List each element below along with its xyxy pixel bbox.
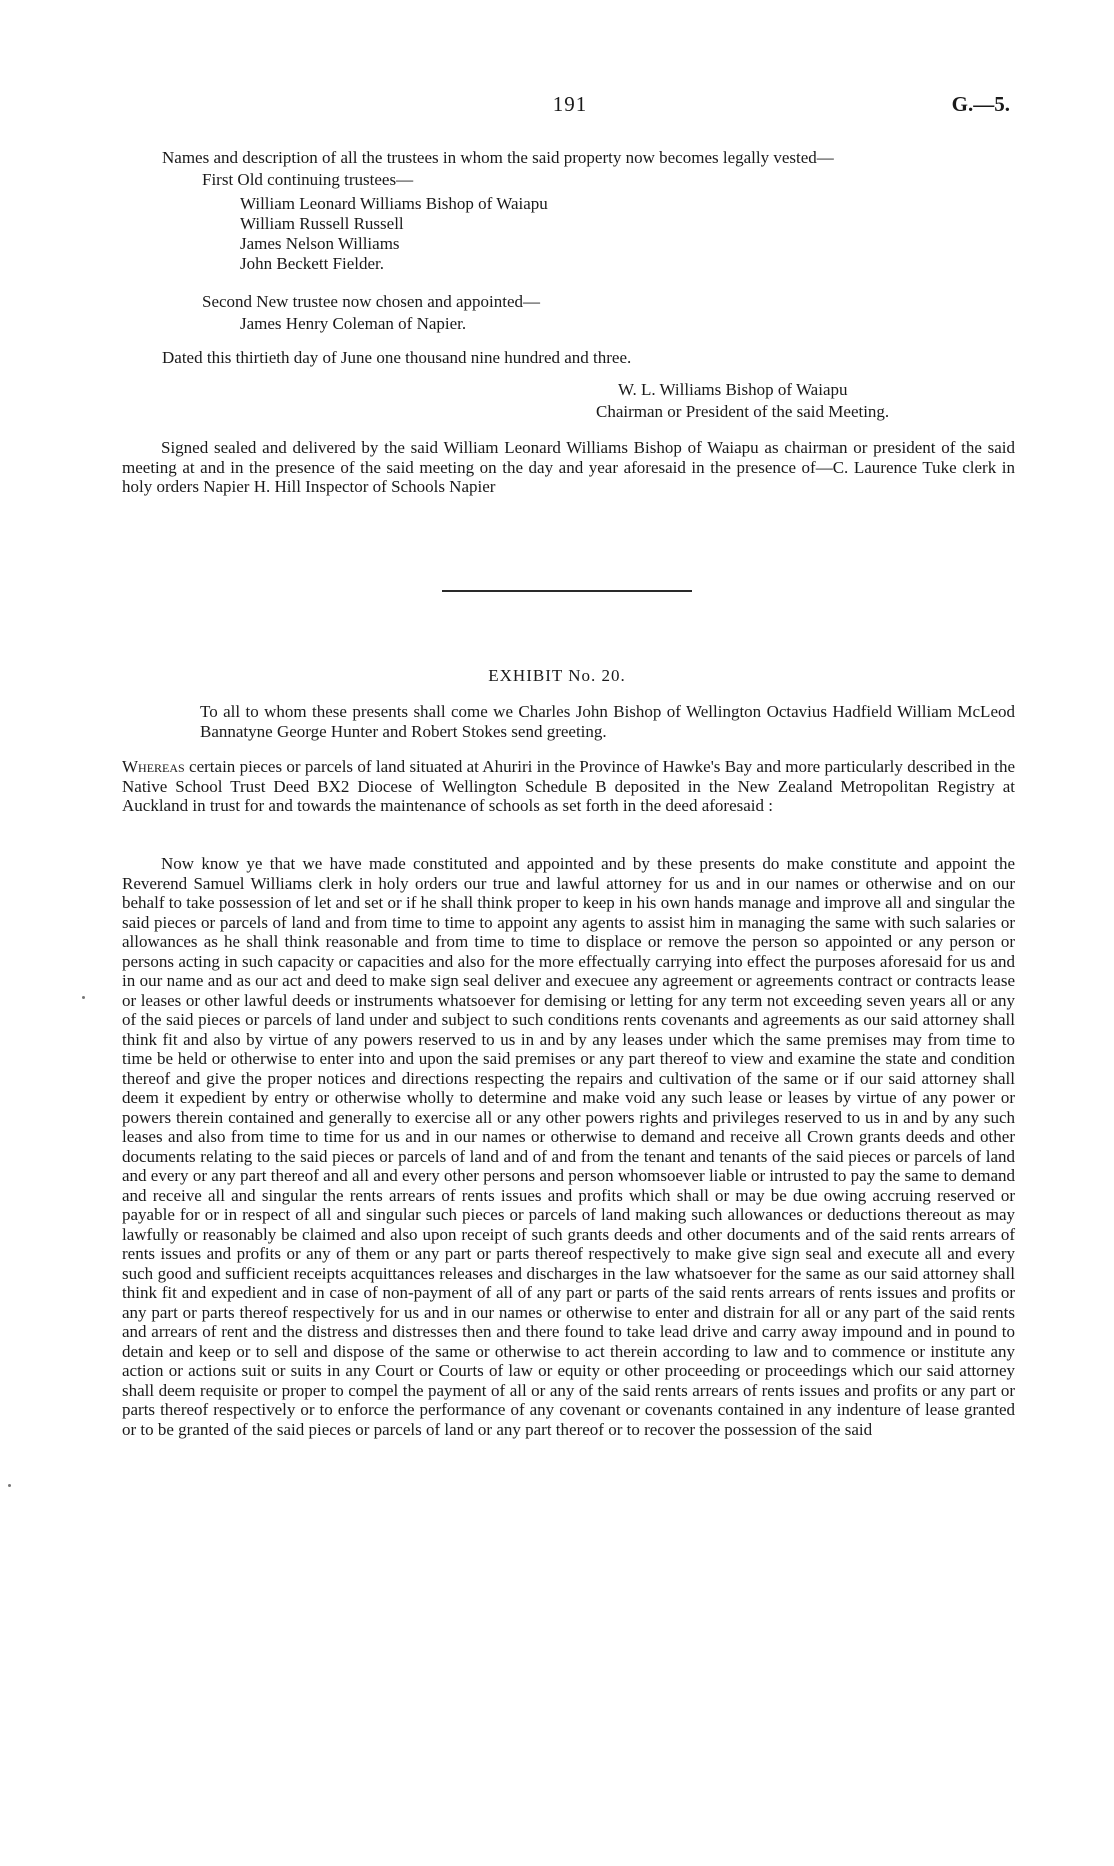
exhibit-title: EXHIBIT No. 20. [488, 666, 626, 685]
scan-speck [82, 996, 85, 999]
body-text: Now know ye that we have made constituted and appointed and by these presents do make constitute and appoint the Reverend Samuel Williams clerk in holy orders our true and lawful attorney for us and in our names or otherwise and on our behalf to take possession of let and set or if he shall think proper to keep in his own hands manage and improve all and singular the said pieces or parcels of land and from time to time to appoint any agents to assist him in managing the same with such salaries or allowances as he shall think reasonable and from time to time to displace or remove the person so appointed or any person or persons acting in such capacity or capacities and also for the more effectually carrying into effect the purposes aforesaid for us and in our name and as our act and deed to make sign seal deliver and execuee any agreement or agreements contract or contracts lease or leases or other lawful deeds or instruments whatsoever for demising or letting for any term not exceeding seven years all or any of the said pieces or parcels of land under and subject to such conditions rents covenants and agreements as our said attorney shall think fit and also by virtue of any powers reserved to us in and by any leases under which the same premises may from time to time be held or otherwise to enter into and upon the said premises or any part thereof to view and examine the state and condition thereof and give the proper notices and directions respecting the repairs and cultivation of the same or if our said attorney shall deem it expedient by entry or otherwise wholly to determine and make void any such lease or leases by virtue of any power or powers therein contained and generally to exercise all or any other powers rights and privileges reserved to us in and by any such leases and also from time to time for us and in our names or otherwise to demand and receive all Crown grants deeds and other documents relating to the said pieces or parcels of land and of and from the tenant and tenants of the said pieces or parcels of land and every or any part thereof and all and every other persons and person whomsoever liable or intrusted to pay the same to demand and receive all and singular the rents arrears of rents issues and profits which shall or may be due owing accruing reserved or payable for or in respect of all and singular such pieces or parcels of land making such allowances or deductions thereout as may lawfully or reasonably be claimed and also upon receipt of such grants deeds and other documents and of the said rents arrears of rents issues and profits or any of them or any part or parts thereof respectively to make give sign seal and execute all and every such good and sufficient receipts acquittances releases and discharges in the law whatsoever for the same as our said attorney shall think fit and expedient and in case of non-payment of all of any part or parts of the said rents arrears of rents issues and profits or any part or parts thereof respectively for us and in our names or otherwise to enter and distrain for all or any part of the said rents and arrears of rent and the distress and distresses then and there found to take lead drive and carry away impound and in pound to detain and keep or to sell and dispose of the same or otherwise to act therein according to law and to commence or institute any action or actions suit or suits in any Court or Courts of law or equity or other proceeding or proceedings which our said attorney shall deem requisite or proper to compel the payment of all or any of the said rents arrears of rents issues and profits or any part or parts thereof respectively or to enforce the performance of any covenant or covenants contained in any indenture of lease granted or to be granted of the said pieces or parcels of land or any part thereof or to recover the possession of the said [122, 854, 1015, 1439]
second-trustees-list [240, 314, 466, 334]
signature-name: W. L. Williams Bishop of Waiapu [618, 380, 848, 399]
trustee-name: James Henry Coleman of Napier. [240, 314, 467, 333]
second-trustees-label: Second New trustee now chosen and appointed— [202, 292, 541, 311]
signature-line [618, 380, 847, 400]
trustees-intro: Names and description of all the trustees in whom the said property now becomes legally vested— [162, 148, 834, 167]
first-trustees-list [240, 194, 548, 274]
trustee-name: James Nelson Williams [240, 234, 400, 253]
attestation-paragraph [122, 438, 1015, 497]
scan-speck [8, 1484, 11, 1487]
greeting-text: To all to whom these presents shall come we Charles John Bishop of Wellington Octavius Hadfield William McLeod Bannatyne George Hunter and Robert Stokes send greeting. [200, 702, 1015, 741]
first-trustees-label: First Old continuing trustees— [202, 170, 414, 189]
body-paragraph [122, 854, 1015, 1439]
whereas-paragraph [122, 757, 1015, 816]
whereas-word: Whereas [122, 757, 185, 776]
trustee-name: William Leonard Williams Bishop of Waiapu [240, 194, 548, 213]
signature-title: Chairman or President of the said Meeting. [596, 402, 890, 421]
whereas-text: certain pieces or parcels of land situated at Ahuriri in the Province of Hawke's Bay and more particularly described in the Native School Trust Deed BX2 Diocese of Wellington Schedule B deposited in the New Zealand Metropolitan Registry at Auckland in trust for and towards the maintenance of schools as set forth in the deed aforesaid : [122, 757, 1015, 815]
trustee-name: John Beckett Fielder. [240, 254, 385, 273]
greeting-paragraph [200, 702, 1015, 741]
page-number: 191 [552, 92, 588, 116]
attestation-text: Signed sealed and delivered by the said William Leonard Williams Bishop of Waiapu as chairman or president of the said meeting at and in the presence of the said meeting on the day and year aforesaid in the presence of—C. Laurence Tuke clerk in holy orders Napier H. Hill Inspector of Schools Napier [122, 438, 1015, 496]
section-divider [442, 590, 692, 592]
dated-line: Dated this thirtieth day of June one thousand nine hundred and three. [162, 348, 632, 367]
document-code: G.—5. [951, 92, 1010, 116]
trustee-name: William Russell Russell [240, 214, 404, 233]
